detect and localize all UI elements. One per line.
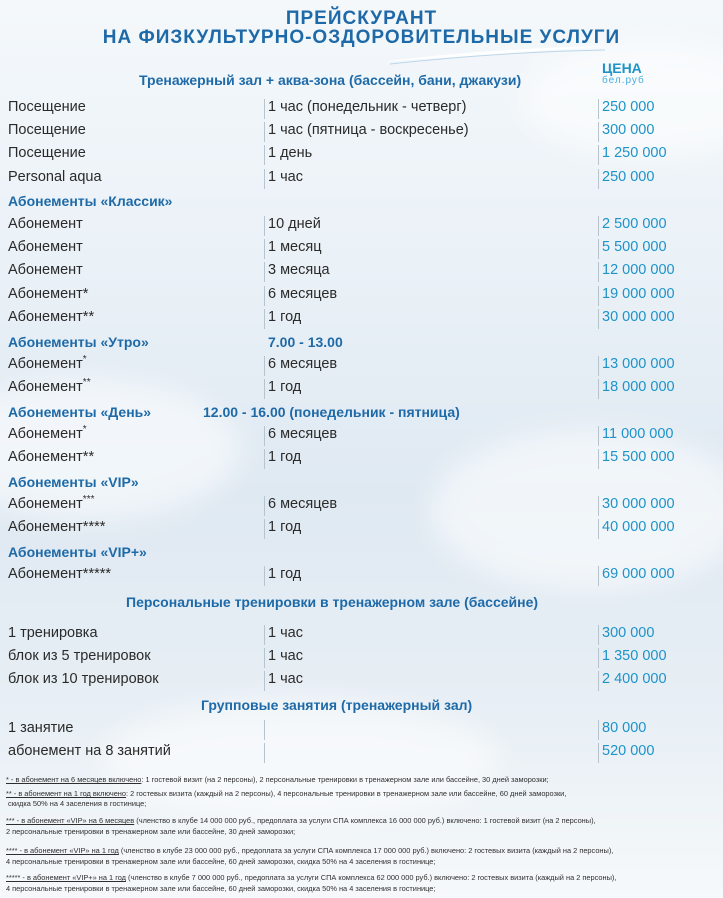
service-period: 1 час (понедельник - четверг) <box>268 99 467 115</box>
service-name: Абонемент** <box>8 309 95 325</box>
column-divider <box>598 720 599 740</box>
column-divider <box>264 519 265 539</box>
column-divider <box>598 169 599 189</box>
service-period: 1 день <box>268 145 313 161</box>
service-name: 1 тренировка <box>8 625 98 641</box>
column-divider <box>598 743 599 763</box>
footnote-4: **** - в абонемент «VIP» на 1 год (членство в клубе 23 000 000 руб., предоплата за услуги СПА комплекса 17 000 000 руб.) включено: 2 гостевых визита (каждый на 2 персоны), <box>6 846 614 855</box>
column-divider <box>598 379 599 399</box>
table-row <box>8 354 708 376</box>
table-row <box>8 377 708 399</box>
table-row <box>8 669 708 691</box>
service-period: 1 год <box>268 309 302 325</box>
service-period: 3 месяца <box>268 262 330 278</box>
service-price: 12 000 000 <box>602 262 675 278</box>
column-divider <box>598 625 599 645</box>
page-title-line2: НА ФИЗКУЛЬТУРНО-ОЗДОРОВИТЕЛЬНЫЕ УСЛУГИ <box>102 27 621 48</box>
section-group: Групповые занятия (тренажерный зал) <box>201 697 473 713</box>
service-price: 13 000 000 <box>602 356 675 372</box>
service-price: 2 400 000 <box>602 671 667 687</box>
column-divider <box>598 496 599 516</box>
service-name: блок из 10 тренировок <box>8 671 159 687</box>
service-price: 2 500 000 <box>602 216 667 232</box>
column-divider <box>264 449 265 469</box>
column-divider <box>264 216 265 236</box>
service-price: 40 000 000 <box>602 519 675 535</box>
column-divider <box>598 99 599 119</box>
column-divider <box>264 286 265 306</box>
column-divider <box>598 519 599 539</box>
footnote-2: ** - в абонемент на 1 год включено: 2 гостевых визита (каждый на 2 персоны), 4 персональные тренировки в тренажерном зале или бассейне, 60 дней заморозки, <box>6 789 567 798</box>
service-name: Абонемент***** <box>8 566 112 582</box>
service-price: 19 000 000 <box>602 286 675 302</box>
footnote-2-line2: скидка 50% на 4 заселения в гостинице; <box>8 799 147 808</box>
table-row <box>8 97 708 119</box>
column-divider <box>598 356 599 376</box>
column-divider <box>598 286 599 306</box>
service-period: 1 час <box>268 648 303 664</box>
column-divider <box>264 720 265 740</box>
service-price: 300 000 <box>602 625 655 641</box>
service-period: 1 год <box>268 566 302 582</box>
footnote-1: * - в абонемент на 6 месяцев включено: 1 гостевой визит (на 2 персоны), 2 персональные тренировки в тренажерном зале или бассейне, 30 дней заморозки; <box>6 775 549 784</box>
service-name: Посещение <box>8 99 86 115</box>
service-name: Абонемент* <box>8 424 87 442</box>
column-divider <box>264 743 265 763</box>
service-period: 1 час (пятница - воскресенье) <box>268 122 469 138</box>
service-period: 6 месяцев <box>268 496 338 512</box>
table-row <box>8 718 708 740</box>
column-divider <box>264 356 265 376</box>
footnote-3: *** - в абонемент «VIP» на 6 месяцев (членство в клубе 14 000 000 руб., предоплата за услуги СПА комплекса 16 000 000 руб.) включено: 1 гостевой визит (на 2 персоны), <box>6 816 596 825</box>
table-row <box>8 564 708 586</box>
section-morning-time: 7.00 - 13.00 <box>268 334 343 350</box>
service-name: Посещение <box>8 145 86 161</box>
column-divider <box>598 216 599 236</box>
column-divider <box>598 239 599 259</box>
table-row <box>8 517 708 539</box>
service-price: 11 000 000 <box>602 426 674 442</box>
service-name: Абонемент <box>8 239 83 255</box>
service-name: Абонемент* <box>8 354 87 372</box>
service-name: Абонемент** <box>8 449 95 465</box>
service-price: 1 350 000 <box>602 648 667 664</box>
footnote-5: ***** - в абонемент «VIP+» на 1 год (членство в клубе 7 000 000 руб., предоплата за услуги СПА комплекса 62 000 000 руб.) включено: 2 гостевых визита (каждый на 2 персоны), <box>6 873 617 882</box>
column-divider <box>264 99 265 119</box>
table-row <box>8 167 708 189</box>
decorative-swoosh <box>380 44 610 66</box>
column-divider <box>598 145 599 165</box>
table-row <box>8 494 708 516</box>
service-period: 6 месяцев <box>268 356 338 372</box>
service-price: 30 000 000 <box>602 309 675 325</box>
footnote-3-line2: 2 персональные тренировки в тренажерном зале или бассейне, 30 дней заморозки; <box>6 827 296 836</box>
column-divider <box>598 426 599 446</box>
column-divider <box>264 648 265 668</box>
service-period: 10 дней <box>268 216 321 232</box>
service-period: 1 год <box>268 519 302 535</box>
table-row <box>8 143 708 165</box>
column-divider <box>598 566 599 586</box>
footnote-5-line2: 4 персональные тренировки в тренажерном зале или бассейне, 60 дней заморозки, скидка 50% на 4 заселения в гостинице; <box>6 884 436 893</box>
service-price: 520 000 <box>602 743 655 759</box>
service-price: 250 000 <box>602 99 655 115</box>
section-vip: Абонементы «VIP» <box>8 474 139 490</box>
table-row <box>8 646 708 668</box>
price-currency-unit: бел.руб <box>602 75 645 86</box>
table-row <box>8 284 708 306</box>
column-divider <box>598 449 599 469</box>
service-period: 1 месяц <box>268 239 322 255</box>
table-row <box>8 214 708 236</box>
service-period: 1 год <box>268 379 302 395</box>
service-name: Абонемент**** <box>8 519 106 535</box>
service-name: Абонемент* <box>8 286 89 302</box>
service-price: 80 000 <box>602 720 647 736</box>
column-divider <box>264 169 265 189</box>
service-period: 1 год <box>268 449 302 465</box>
section-morning: Абонементы «Утро» <box>8 334 149 350</box>
service-name: 1 занятие <box>8 720 74 736</box>
service-price: 15 500 000 <box>602 449 675 465</box>
column-divider <box>598 648 599 668</box>
service-price: 18 000 000 <box>602 379 675 395</box>
footnote-4-line2: 4 персональные тренировки в тренажерном зале или бассейне, 60 дней заморозки, скидка 50% на 4 заселения в гостинице; <box>6 857 436 866</box>
service-price: 1 250 000 <box>602 145 667 161</box>
table-row <box>8 424 708 446</box>
section-personal: Персональные тренировки в тренажерном зале (бассейне) <box>126 594 539 610</box>
table-row <box>8 447 708 469</box>
section-vip-plus: Абонементы «VIP+» <box>8 544 147 560</box>
column-divider <box>264 122 265 142</box>
column-divider <box>264 239 265 259</box>
section-classic: Абонементы «Классик» <box>8 193 173 209</box>
service-price: 69 000 000 <box>602 566 675 582</box>
service-price: 30 000 000 <box>602 496 675 512</box>
table-row <box>8 260 708 282</box>
section-day-time: 12.00 - 16.00 (понедельник - пятница) <box>203 404 460 420</box>
service-period: 1 час <box>268 625 303 641</box>
column-divider <box>598 122 599 142</box>
column-divider <box>264 309 265 329</box>
column-divider <box>598 309 599 329</box>
price-column-header: ЦЕНА <box>602 60 642 76</box>
column-divider <box>264 379 265 399</box>
column-divider <box>598 671 599 691</box>
column-divider <box>264 426 265 446</box>
service-name: блок из 5 тренировок <box>8 648 151 664</box>
service-price: 5 500 000 <box>602 239 667 255</box>
table-row <box>8 120 708 142</box>
column-divider <box>264 625 265 645</box>
column-divider <box>264 566 265 586</box>
table-row <box>8 307 708 329</box>
service-name: Абонемент <box>8 216 83 232</box>
column-divider <box>264 145 265 165</box>
column-divider <box>598 262 599 282</box>
service-price: 250 000 <box>602 169 655 185</box>
column-divider <box>264 496 265 516</box>
table-row <box>8 741 708 763</box>
section-gym-aqua: Тренажерный зал + аква-зона (бассейн, бани, джакузи) <box>139 72 522 88</box>
section-day: Абонементы «День» <box>8 404 152 420</box>
column-divider <box>264 671 265 691</box>
service-period: 6 месяцев <box>268 286 338 302</box>
service-name: Personal aqua <box>8 169 102 185</box>
service-period: 6 месяцев <box>268 426 338 442</box>
service-price: 300 000 <box>602 122 655 138</box>
service-name: Посещение <box>8 122 86 138</box>
column-divider <box>264 262 265 282</box>
service-period: 1 час <box>268 169 303 185</box>
service-name: абонемент на 8 занятий <box>8 743 171 759</box>
service-name: Абонемент** <box>8 377 91 395</box>
page-title-line1: ПРЕЙСКУРАНТ <box>285 8 438 29</box>
service-name: Абонемент <box>8 262 83 278</box>
service-period: 1 час <box>268 671 303 687</box>
table-row <box>8 623 708 645</box>
service-name: Абонемент*** <box>8 494 95 512</box>
table-row <box>8 237 708 259</box>
